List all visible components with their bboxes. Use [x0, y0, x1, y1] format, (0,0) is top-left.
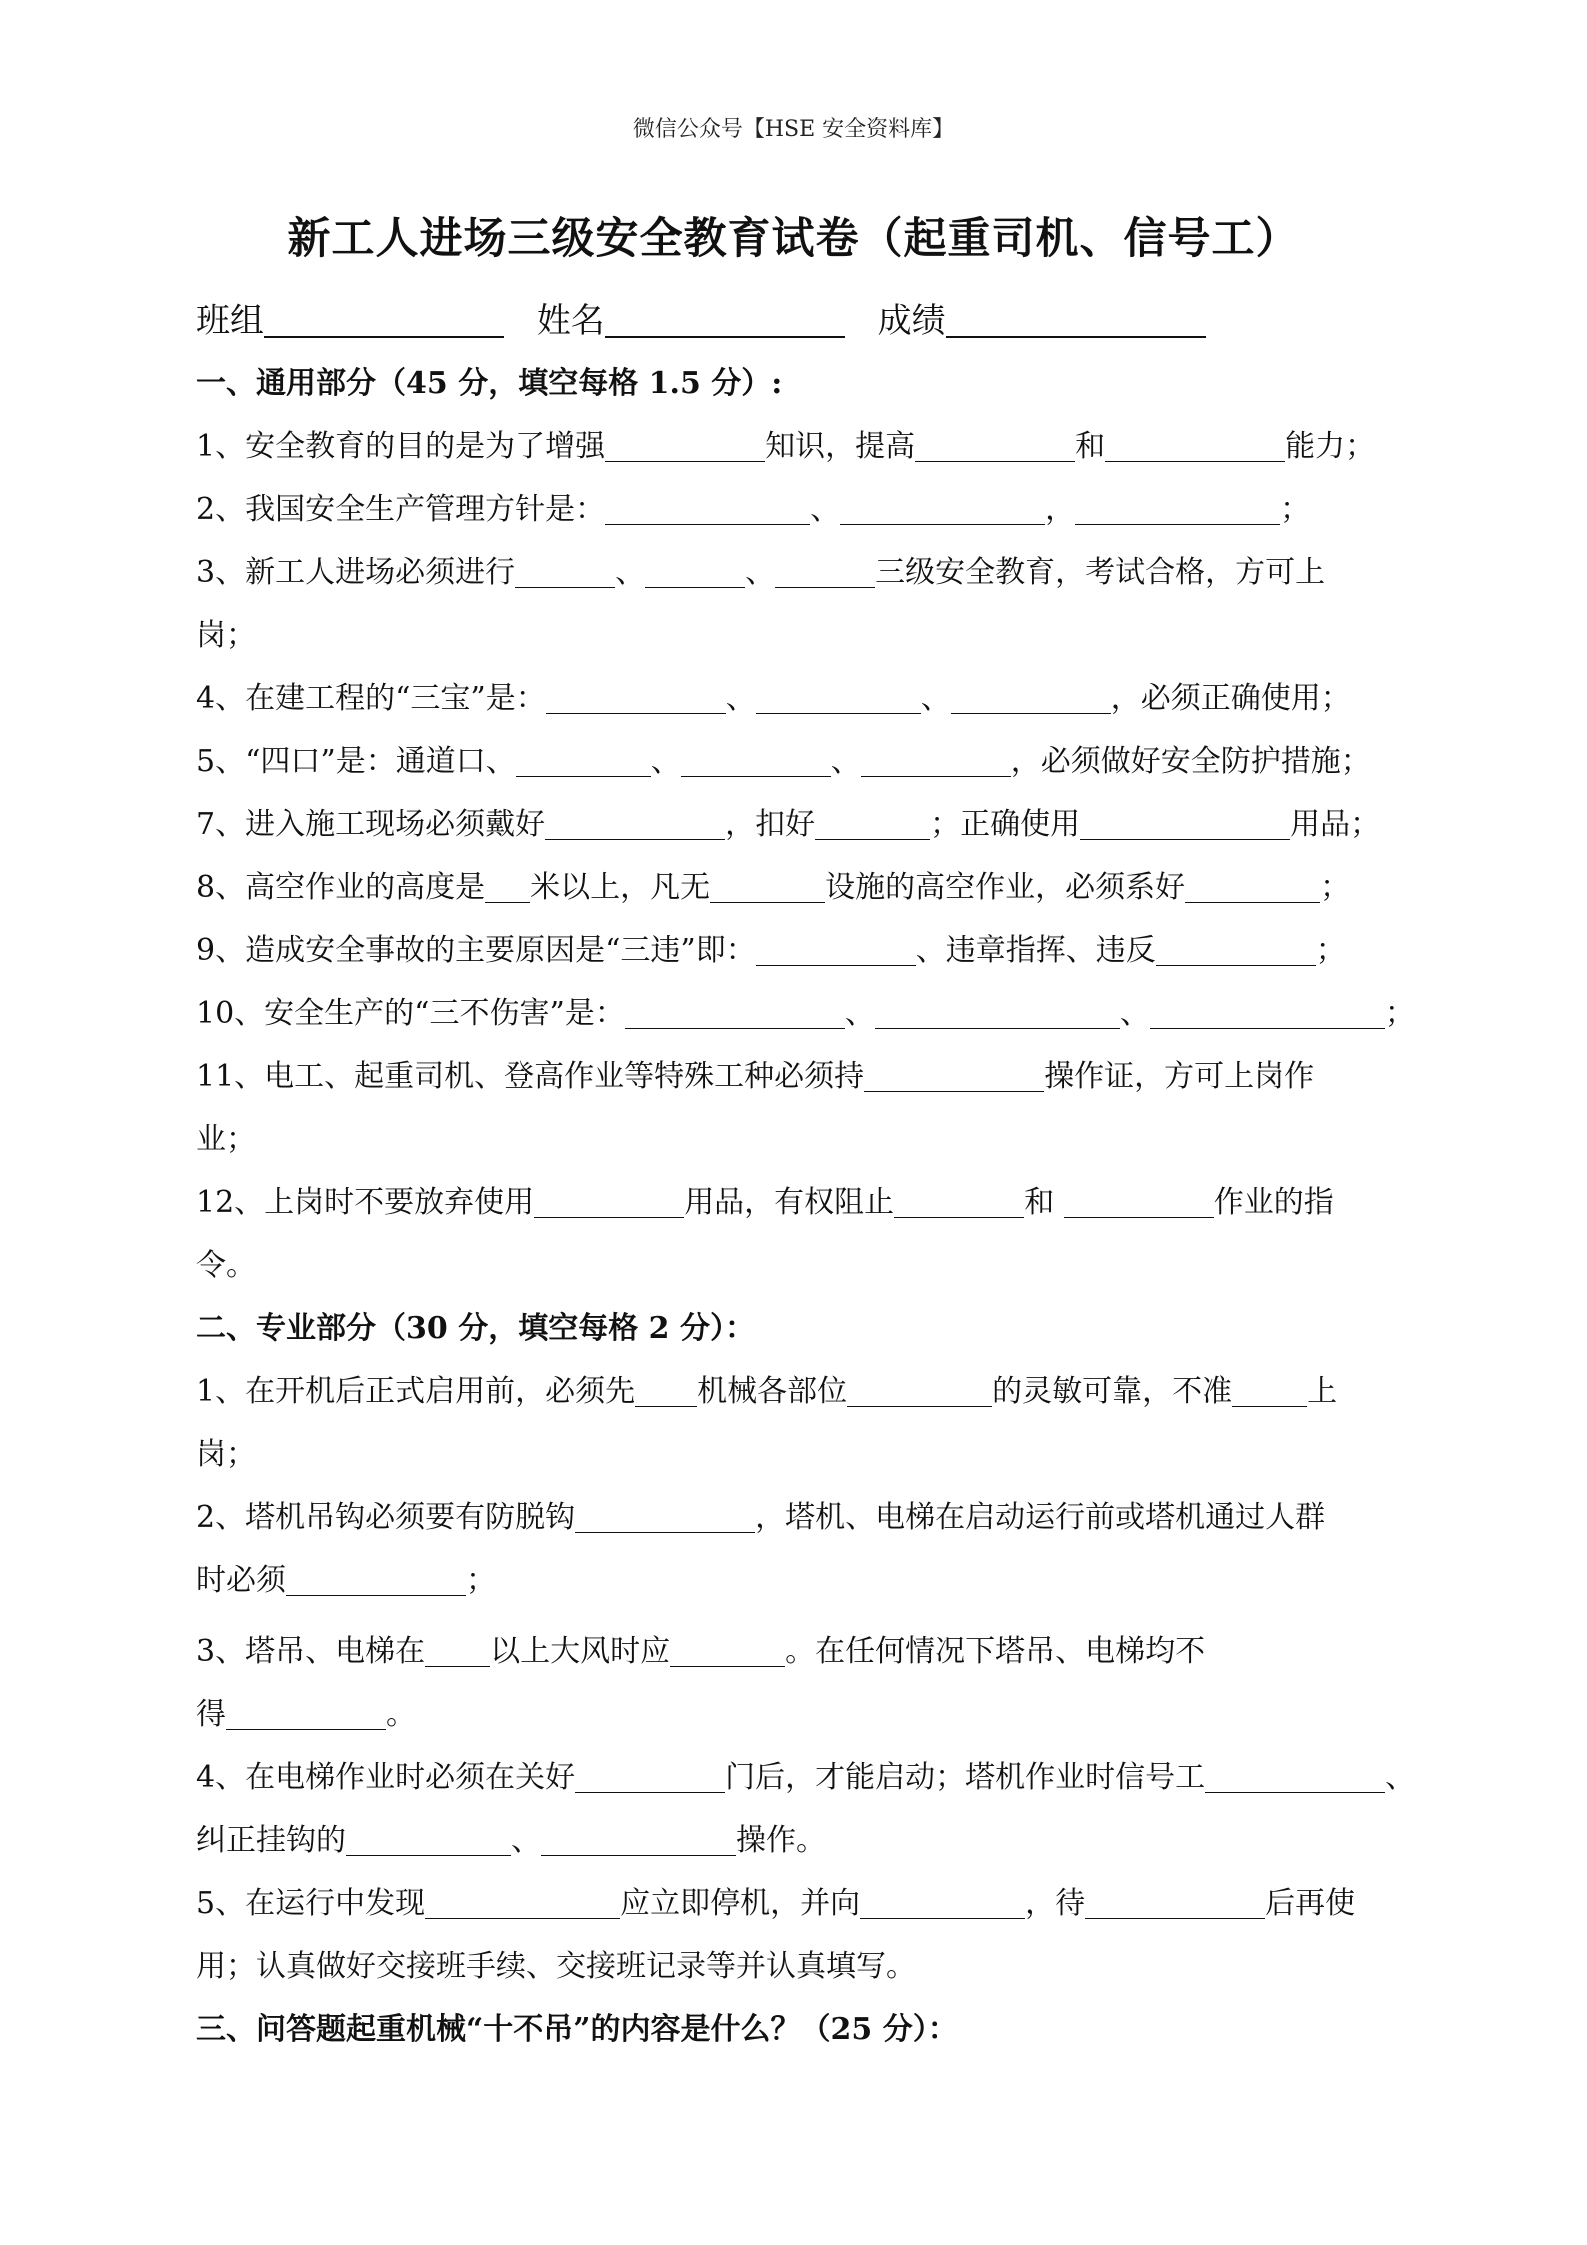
question-text: 令。 [196, 1248, 256, 1283]
question-text: 机械各部位 [697, 1374, 848, 1409]
question-text: 8、高空作业的高度是 [196, 870, 486, 905]
answer-blank[interactable] [1105, 431, 1285, 462]
question-text: 的灵敏可靠，不准 [992, 1374, 1233, 1409]
answer-blank[interactable] [1080, 809, 1290, 840]
answer-blank[interactable] [645, 557, 745, 588]
question-line [196, 919, 1396, 982]
answer-blank[interactable] [840, 494, 1045, 525]
question-text: 三级安全教育，考试合格，方可上 [875, 555, 1326, 590]
question-text: 、 [745, 555, 776, 590]
question-text: 。 [386, 1697, 416, 1732]
answer-blank[interactable] [605, 494, 810, 525]
question-text: 、 [725, 681, 756, 716]
question-text: ； [1320, 870, 1351, 905]
question-line [196, 793, 1396, 856]
answer-blank[interactable] [425, 1888, 620, 1919]
question-line [196, 730, 1396, 793]
question-line [196, 478, 1396, 541]
question-text: ，必须做好安全防护措施； [1010, 744, 1371, 779]
question-text: 时必须 [196, 1563, 286, 1598]
question-line [196, 604, 1396, 667]
question-text: 上 [1307, 1374, 1338, 1409]
question-text: 设施的高空作业，必须系好 [825, 870, 1186, 905]
question-text: ，待 [1025, 1886, 1086, 1921]
section-heading [196, 352, 1396, 415]
question-line [196, 856, 1396, 919]
question-text: 得 [196, 1697, 226, 1732]
answer-blank[interactable] [1085, 1888, 1265, 1919]
answer-blank[interactable] [875, 998, 1120, 1029]
question-text: 3、塔吊、电梯在 [196, 1634, 426, 1669]
question-text: 和 [1024, 1185, 1064, 1220]
question-text: 用品； [1290, 807, 1381, 842]
section-heading [196, 1998, 1396, 2061]
question-text: 、违章指挥、违反 [915, 933, 1156, 968]
answer-blank[interactable] [815, 809, 930, 840]
question-text: ，必须正确使用； [1110, 681, 1351, 716]
question-line [196, 667, 1396, 730]
question-text: 知识，提高 [765, 429, 916, 464]
header-note: 微信公众号【HSE 安全资料库】 [632, 117, 955, 142]
question-text: 5、在运行中发现 [196, 1886, 426, 1921]
question-text: 以上大风时应 [490, 1634, 671, 1669]
question-text: 、 [810, 492, 841, 527]
question-line [196, 1360, 1396, 1423]
answer-blank[interactable] [756, 935, 916, 966]
question-text: 一、通用部分（45 分，填空每格 1.5 分）: [196, 366, 783, 401]
question-text: 4、在电梯作业时必须在关好 [196, 1760, 576, 1795]
class-label: 班组 [196, 301, 264, 341]
answer-blank[interactable] [605, 431, 765, 462]
answer-blank[interactable] [485, 872, 530, 903]
question-text: 1、安全教育的目的是为了增强 [196, 429, 606, 464]
question-line [196, 1549, 1396, 1612]
question-text: 12、上岗时不要放弃使用 [196, 1185, 535, 1220]
question-text: 和 [1075, 429, 1106, 464]
question-text: 操作证，方可上岗作 [1044, 1059, 1315, 1094]
question-text: 后再使 [1265, 1886, 1356, 1921]
answer-blank[interactable] [575, 1502, 755, 1533]
question-text: 、 [920, 681, 951, 716]
answer-blank[interactable] [1232, 1376, 1307, 1407]
answer-blank[interactable] [346, 1825, 511, 1856]
question-line [196, 1045, 1396, 1108]
question-text: 。在任何情况下塔吊、电梯均不 [785, 1634, 1206, 1669]
question-text: 2、我国安全生产管理方针是： [196, 492, 606, 527]
question-text: 3、新工人进场必须进行 [196, 555, 516, 590]
question-text: 岗； [196, 618, 256, 653]
question-text: 5、“四口”是：通道口、 [196, 744, 516, 779]
answer-blank[interactable] [861, 746, 1011, 777]
question-text: ；正确使用 [930, 807, 1081, 842]
answer-blank[interactable] [670, 1636, 785, 1667]
page-title: 新工人进场三级安全教育试卷（起重司机、信号工） [287, 214, 1300, 264]
exam-content [196, 352, 1416, 2061]
answer-blank[interactable] [1064, 1187, 1214, 1218]
question-text: 作业的指 [1213, 1185, 1334, 1220]
question-text: 用品，有权阻止 [684, 1185, 895, 1220]
answer-blank[interactable] [1185, 872, 1320, 903]
question-text: 2、塔机吊钩必须要有防脱钩 [196, 1500, 576, 1535]
score-label: 成绩 [877, 301, 946, 341]
student-info-row [196, 293, 1228, 342]
answer-blank[interactable] [545, 809, 725, 840]
question-text: ； [466, 1563, 496, 1598]
question-line [196, 1171, 1396, 1234]
class-blank[interactable] [264, 300, 504, 338]
question-text: 能力； [1285, 429, 1376, 464]
answer-blank[interactable] [951, 683, 1111, 714]
answer-blank[interactable] [286, 1565, 466, 1596]
answer-blank[interactable] [1075, 494, 1280, 525]
answer-blank[interactable] [425, 1636, 490, 1667]
question-text: ，塔机、电梯在启动运行前或塔机通过人群 [755, 1500, 1326, 1535]
question-text: 、 [615, 555, 646, 590]
question-text: 、 [830, 744, 861, 779]
question-line [196, 1683, 1396, 1746]
answer-blank[interactable] [860, 1888, 1025, 1919]
question-line [196, 1809, 1396, 1872]
section-heading [196, 1297, 1396, 1360]
question-text: ； [1384, 996, 1415, 1031]
question-text: ， [1045, 492, 1076, 527]
question-text: 、 [844, 996, 875, 1031]
answer-blank[interactable] [710, 872, 825, 903]
question-line [196, 415, 1396, 478]
question-text: 1、在开机后正式启用前，必须先 [196, 1374, 636, 1409]
answer-blank[interactable] [635, 1376, 697, 1407]
question-line [196, 1746, 1416, 1809]
question-text: 纠正挂钩的 [196, 1823, 346, 1858]
question-text: 应立即停机，并向 [620, 1886, 861, 1921]
question-text: ，扣好 [725, 807, 816, 842]
question-text: 米以上，凡无 [530, 870, 711, 905]
question-line [196, 1872, 1396, 1935]
question-text: 业； [196, 1122, 256, 1157]
question-text: 、 [650, 744, 681, 779]
answer-blank[interactable] [864, 1061, 1044, 1092]
answer-blank[interactable] [546, 683, 726, 714]
question-text: 、 [1119, 996, 1150, 1031]
question-line [196, 541, 1396, 604]
answer-blank[interactable] [894, 1187, 1024, 1218]
answer-blank[interactable] [1150, 998, 1385, 1029]
question-text: 7、进入施工现场必须戴好 [196, 807, 546, 842]
question-text: 11、电工、起重司机、登高作业等特殊工种必须持 [196, 1059, 865, 1094]
answer-blank[interactable] [575, 1762, 725, 1793]
answer-blank[interactable] [1205, 1762, 1385, 1793]
question-line [196, 1486, 1396, 1549]
question-line [196, 982, 1415, 1045]
question-text: 二、专业部分（30 分，填空每格 2 分）： [196, 1311, 755, 1346]
question-text: 9、造成安全事故的主要原因是“三违”即： [196, 933, 756, 968]
answer-blank[interactable] [625, 998, 845, 1029]
answer-blank[interactable] [756, 683, 921, 714]
score-blank[interactable] [946, 300, 1206, 338]
question-text: 4、在建工程的“三宝”是： [196, 681, 546, 716]
question-text: 、 [511, 1823, 541, 1858]
answer-blank[interactable] [681, 746, 831, 777]
answer-blank[interactable] [534, 1187, 684, 1218]
question-text: 三、问答题起重机械“十不吊”的内容是什么？（25 分）： [196, 2012, 958, 2047]
question-line [196, 1423, 1396, 1486]
answer-blank[interactable] [775, 557, 875, 588]
question-text: ； [1280, 492, 1311, 527]
question-line [196, 1935, 1396, 1998]
answer-blank[interactable] [226, 1699, 386, 1730]
question-text: 岗； [196, 1437, 256, 1472]
answer-blank[interactable] [1156, 935, 1316, 966]
question-line [196, 1108, 1396, 1171]
question-text: ； [1315, 933, 1346, 968]
answer-blank[interactable] [915, 431, 1075, 462]
question-text: 、 [1385, 1760, 1416, 1795]
question-text: 门后，才能启动；塔机作业时信号工 [725, 1760, 1206, 1795]
name-blank[interactable] [605, 300, 845, 338]
answer-blank[interactable] [515, 557, 615, 588]
answer-blank[interactable] [516, 746, 651, 777]
name-label: 姓名 [536, 301, 605, 341]
answer-blank[interactable] [541, 1825, 736, 1856]
answer-blank[interactable] [847, 1376, 992, 1407]
question-text: 操作。 [736, 1823, 826, 1858]
question-text: 用；认真做好交接班手续、交接班记录等并认真填写。 [196, 1949, 916, 1984]
question-text: 10、安全生产的“三不伤害”是： [196, 996, 625, 1031]
question-line [196, 1620, 1396, 1683]
question-line [196, 1234, 1396, 1297]
